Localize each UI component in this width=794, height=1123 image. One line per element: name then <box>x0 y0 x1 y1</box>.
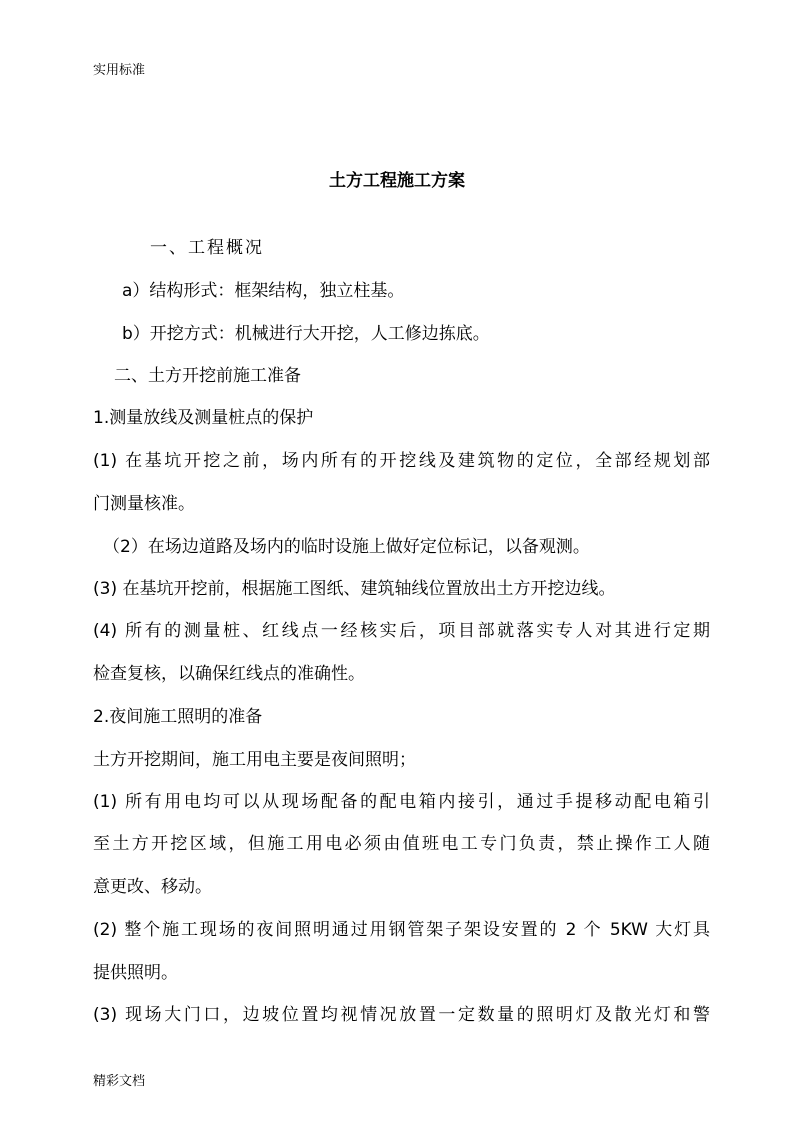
paragraph-line: 意更改、移动。 <box>93 877 212 897</box>
paragraph-line: 土方开挖期间，施工用电主要是夜间照明； <box>93 750 416 770</box>
subsection-heading: 1.测量放线及测量桩点的保护 <box>93 408 314 428</box>
paragraph-line: (4) 所有的测量桩、红线点一经核实后，项目部就落实专人对其进行定期 <box>93 621 710 641</box>
paragraph-line: (2) 整个施工现场的夜间照明通过用钢管架子架设安置的 2 个 5KW 大灯具 <box>93 920 710 940</box>
paragraph-line: 至土方开挖区域，但施工用电必须由值班电工专门负责，禁止操作工人随 <box>93 834 710 854</box>
section-heading-1: 一、工程概况 <box>150 238 264 258</box>
paragraph-line: (1) 在基坑开挖之前，场内所有的开挖线及建筑物的定位，全部经规划部 <box>93 451 710 471</box>
paragraph-line: a）结构形式：框架结构，独立柱基。 <box>122 281 405 301</box>
paragraph-line: b）开挖方式：机械进行大开挖，人工修边拣底。 <box>122 324 490 344</box>
paragraph-line: 门测量核准。 <box>93 494 195 514</box>
paragraph-line: (1) 所有用电均可以从现场配备的配电箱内接引，通过手提移动配电箱引 <box>93 792 710 812</box>
page-footer: 精彩文档 <box>93 1074 146 1089</box>
paragraph-line: 检查复核，以确保红线点的准确性。 <box>93 664 365 684</box>
document-title: 土方工程施工方案 <box>329 171 465 191</box>
paragraph-line: 提供照明。 <box>93 963 178 983</box>
section-heading-2: 二、土方开挖前施工准备 <box>114 366 301 386</box>
paragraph-line: （2）在场边道路及场内的临时设施上做好定位标记，以备观测。 <box>103 537 590 557</box>
paragraph-line: (3) 现场大门口，边坡位置均视情况放置一定数量的照明灯及散光灯和警 <box>93 1005 710 1025</box>
subsection-heading: 2.夜间施工照明的准备 <box>93 707 263 727</box>
page-header: 实用标准 <box>93 63 146 78</box>
paragraph-line: (3) 在基坑开挖前，根据施工图纸、建筑轴线位置放出土方开挖边线。 <box>93 579 616 599</box>
